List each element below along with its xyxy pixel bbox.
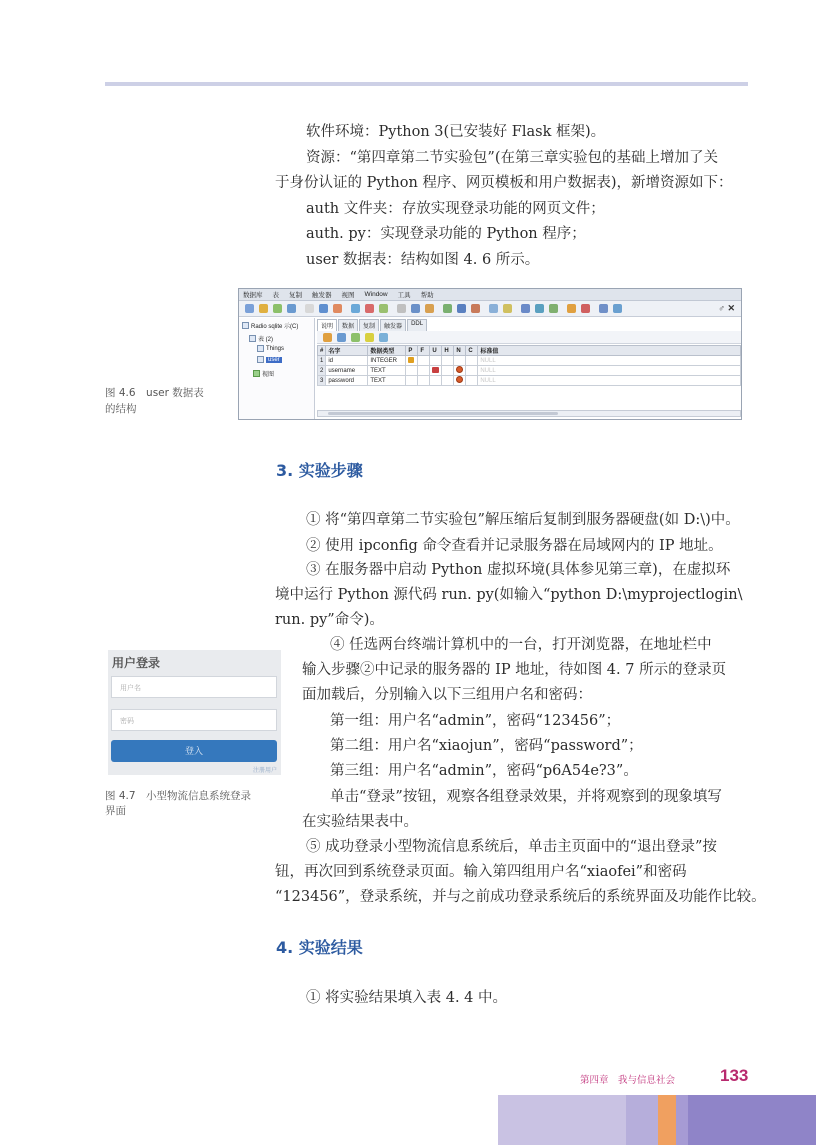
tab-info[interactable]: 说明 <box>317 319 337 332</box>
color-bar <box>626 1095 658 1145</box>
step-5-line-1: ⑤ 成功登录小型物流信息系统后，单击主页面中的“退出登录”按 <box>306 839 717 855</box>
db-subtoolbar <box>317 331 741 344</box>
menu-item[interactable]: 复制 <box>289 292 302 299</box>
step-5-line-3: “123456”，登录系统，并与之前成功登录系统后的系统界面及功能作比较。 <box>275 889 766 905</box>
chapter-footer: 第四章 我与信息社会 <box>580 1075 676 1086</box>
res-line-1: 资源：“第四章第二节实验包”(在第三章实验包的基础上增加了关 <box>306 150 718 166</box>
col-header: # <box>318 346 326 356</box>
unique-icon <box>432 367 439 373</box>
col-header: 数据类型 <box>368 346 406 356</box>
toolbar-icon[interactable] <box>273 304 282 313</box>
col-header: 名字 <box>326 346 368 356</box>
page-number: 133 <box>720 1066 749 1085</box>
menu-item[interactable]: Window <box>364 291 388 298</box>
step-2: ② 使用 ipconfig 命令查看并记录服务器在局域网内的 IP 地址。 <box>306 538 723 554</box>
res-line-2: 于身份认证的 Python 程序、网页模板和用户数据表)，新增资源如下： <box>275 175 733 191</box>
password-field[interactable]: 密码 <box>111 709 277 731</box>
db-toolbar <box>239 301 741 317</box>
menu-item[interactable]: 工具 <box>397 292 411 299</box>
toolbar-icon[interactable] <box>567 304 576 313</box>
step-4-line-5: 在实验结果表中。 <box>302 814 418 830</box>
db-menubar <box>239 289 741 301</box>
decorative-color-bars <box>498 1095 816 1145</box>
toolbar-icon[interactable] <box>457 304 466 313</box>
columns-grid <box>317 345 741 386</box>
not-null-icon <box>456 376 463 383</box>
top-rule <box>105 82 748 86</box>
login-button[interactable]: 登入 <box>111 740 277 762</box>
section-4-heading: 4. 实验结果 <box>276 938 363 957</box>
toolbar-icon[interactable] <box>379 304 388 313</box>
menu-item[interactable]: 视图 <box>341 292 355 299</box>
menu-item[interactable]: 表 <box>272 292 279 299</box>
toolbar-icon[interactable] <box>397 304 406 313</box>
login-title: 用户登录 <box>112 656 161 670</box>
group-1: 第一组：用户名“admin”，密码“123456”； <box>330 713 621 729</box>
table-row[interactable]: 1 id INTEGER NULL <box>318 356 741 366</box>
close-icon[interactable]: ♂ ✕ <box>718 303 735 313</box>
auth-line: auth 文件夹：存放实现登录功能的网页文件； <box>306 201 605 217</box>
color-bar <box>688 1095 816 1145</box>
col-header: 标准值 <box>478 346 741 356</box>
step-1: ① 将“第四章第二节实验包”解压缩后复制到服务器硬盘(如 D:\)中。 <box>306 512 740 528</box>
col-header: F <box>418 346 430 356</box>
toolbar-icon[interactable] <box>535 304 544 313</box>
step-5-line-2: 钮，再次回到系统登录页面。输入第四组用户名“xiaofei”和密码 <box>275 864 687 880</box>
toolbar-icon[interactable] <box>581 304 590 313</box>
register-link[interactable]: 注册用户 <box>252 768 277 774</box>
color-bar <box>658 1095 676 1145</box>
user-line: user 数据表：结构如图 4. 6 所示。 <box>306 252 540 268</box>
col-header: C <box>466 346 478 356</box>
toolbar-icon[interactable] <box>259 304 268 313</box>
step-4-line-4: 单击“登录”按钮，观察各组登录效果，并将观察到的现象填写 <box>330 789 722 805</box>
color-bar <box>676 1095 688 1145</box>
color-bar <box>498 1095 626 1145</box>
group-2: 第二组：用户名“xiaojun”，密码“password”； <box>330 738 643 754</box>
step-4-line-3: 面加载后，分别输入以下三组用户名和密码： <box>302 687 592 703</box>
tab-copy[interactable]: 复制 <box>359 319 379 332</box>
env-line: 软件环境：Python 3(已安装好 Flask 框架)。 <box>306 124 606 140</box>
toolbar-icon[interactable] <box>489 304 498 313</box>
toolbar-icon[interactable] <box>379 333 388 342</box>
not-null-icon <box>456 366 463 373</box>
table-row[interactable]: 3 password TEXT NULL <box>318 376 741 386</box>
fig47-caption-1: 图 4.7 小型物流信息系统登录 <box>105 790 252 802</box>
db-tree <box>239 318 315 420</box>
result-step-1: ① 将实验结果填入表 4. 4 中。 <box>306 990 507 1006</box>
toolbar-icon[interactable] <box>337 333 346 342</box>
table-row[interactable]: 2 username TEXT NULL <box>318 366 741 376</box>
toolbar-icon[interactable] <box>613 304 622 313</box>
step-4-line-1: ④ 任选两台终端计算机中的一台，打开浏览器，在地址栏中 <box>330 637 712 653</box>
toolbar-icon[interactable] <box>365 333 374 342</box>
section-3-heading: 3. 实验步骤 <box>276 461 363 480</box>
toolbar-icon[interactable] <box>319 304 328 313</box>
toolbar-icon[interactable] <box>503 304 512 313</box>
tab-data[interactable]: 数据 <box>338 319 358 332</box>
toolbar-icon[interactable] <box>305 304 314 313</box>
toolbar-icon[interactable] <box>333 304 342 313</box>
group-3: 第三组：用户名“admin”，密码“p6A54e?3”。 <box>330 763 638 779</box>
tree-things[interactable]: Things <box>257 345 284 352</box>
step-3-line-1: ③ 在服务器中启动 Python 虚拟环境(具体参见第三章)，在虚拟环 <box>306 562 731 578</box>
tree-db[interactable]: Radio sqlite 示(C) <box>242 321 298 330</box>
login-form-screenshot <box>108 650 281 775</box>
authpy-line: auth. py：实现登录功能的 Python 程序； <box>306 226 586 242</box>
tab-trigger[interactable]: 触发器 <box>380 319 406 332</box>
tree-views[interactable]: 视图 <box>253 369 274 378</box>
toolbar-icon[interactable] <box>365 304 374 313</box>
toolbar-icon[interactable] <box>351 333 360 342</box>
toolbar-icon[interactable] <box>411 304 420 313</box>
col-header: U <box>430 346 442 356</box>
step-3-line-2: 境中运行 Python 源代码 run. py(如输入“python D:\myprojectlogin\ <box>275 587 743 603</box>
fig47-caption-2: 界面 <box>105 805 126 817</box>
menu-item[interactable]: 触发器 <box>312 292 332 299</box>
menu-item[interactable]: 数据库 <box>243 292 263 299</box>
toolbar-icon[interactable] <box>425 304 434 313</box>
toolbar-icon[interactable] <box>521 304 530 313</box>
toolbar-icon[interactable] <box>351 304 360 313</box>
col-header: P <box>406 346 418 356</box>
tree-tables[interactable]: 表 (2) <box>249 334 273 343</box>
horizontal-scrollbar[interactable] <box>317 410 741 417</box>
menu-item[interactable]: 帮助 <box>420 292 434 299</box>
db-browser-screenshot <box>238 288 742 420</box>
fig46-caption-1: 图 4.6 user 数据表 <box>105 387 204 399</box>
toolbar-icon[interactable] <box>471 304 480 313</box>
tree-user[interactable]: user <box>257 356 282 363</box>
col-header: H <box>442 346 454 356</box>
tab-ddl[interactable]: DDL <box>407 319 427 332</box>
toolbar-icon[interactable] <box>323 333 332 342</box>
col-header: N <box>454 346 466 356</box>
fig46-caption-2: 的结构 <box>105 403 137 415</box>
toolbar-icon[interactable] <box>549 304 558 313</box>
toolbar-icon[interactable] <box>599 304 608 313</box>
step-4-line-2: 输入步骤②中记录的服务器的 IP 地址，待如图 4. 7 所示的登录页 <box>302 662 727 678</box>
primary-key-icon <box>408 357 414 363</box>
toolbar-icon[interactable] <box>443 304 452 313</box>
toolbar-icon[interactable] <box>287 304 296 313</box>
username-field[interactable]: 用户名 <box>111 676 277 698</box>
step-3-line-3: run. py”命令)。 <box>275 612 384 628</box>
toolbar-icon[interactable] <box>245 304 254 313</box>
